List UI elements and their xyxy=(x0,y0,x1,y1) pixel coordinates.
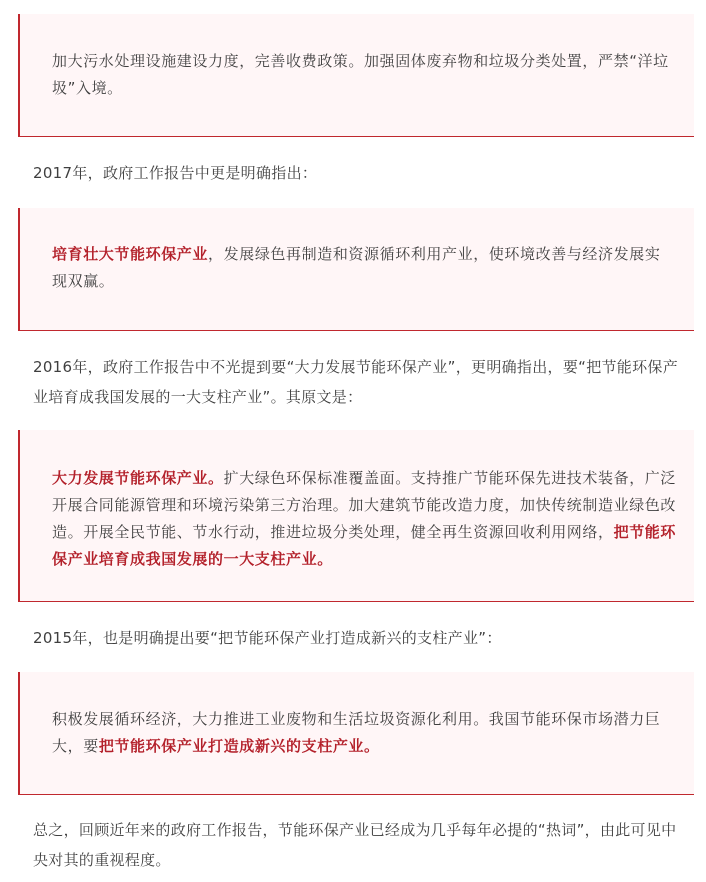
quote-text: 扩大绿色环保标准覆盖面。支持推广节能环保先进技术装备，广泛开展合同能源管理和环境污染第三方治理。加大建筑节能改造力度，加快传统制造业绿色改造。开展全民节能、节水行动，推进垃圾分类处理，健全再生资源回收利用网络， xyxy=(52,469,677,541)
paragraph-summary: 总之，回顾近年来的政府工作报告，节能环保产业已经成为几乎每年必提的“热词”，由此可见中央对其的重视程度。 xyxy=(33,821,677,869)
quote-highlight-lead: 大力发展节能环保产业。 xyxy=(52,469,224,487)
paragraph-2017: 2017年，政府工作报告中更是明确指出： xyxy=(33,164,318,182)
paragraph-2016 xyxy=(33,352,685,412)
quote-highlight: 把节能环保产业打造成新兴的支柱产业。 xyxy=(98,737,380,755)
quote-text: 加大污水处理设施建设力度，完善收费政策。加强固体废弃物和垃圾分类处置，严禁“洋垃圾”入境。 xyxy=(52,52,669,97)
quote-box-pollution xyxy=(18,14,694,137)
quote-highlight: 培育壮大节能环保产业 xyxy=(52,245,209,263)
paragraph-text: 2016年，政府工作报告中不光提到要“大力发展节能环保产业”，更明确指出，要“把节能环保产业培育成我国发展的一大支柱产业”。其原文是： xyxy=(33,358,678,406)
quote-box-2017 xyxy=(18,208,694,331)
quote-box-2015 xyxy=(18,672,694,795)
quote-box-2016 xyxy=(18,430,694,602)
quote-highlight-tail: 把节能环保产业培育成我国发展的一大支柱产业。 xyxy=(52,523,677,568)
quote-text: 积极发展循环经济，大力推进工业废物和生活垃圾资源化利用。我国节能环保市场潜力巨大，要 xyxy=(52,710,661,755)
quote-text: ，发展绿色再制造和资源循环利用产业，使环境改善与经济发展实现双赢。 xyxy=(52,245,661,290)
paragraph-2015: 2015年，也是明确提出要“把节能环保产业打造成新兴的支柱产业”： xyxy=(33,629,502,647)
